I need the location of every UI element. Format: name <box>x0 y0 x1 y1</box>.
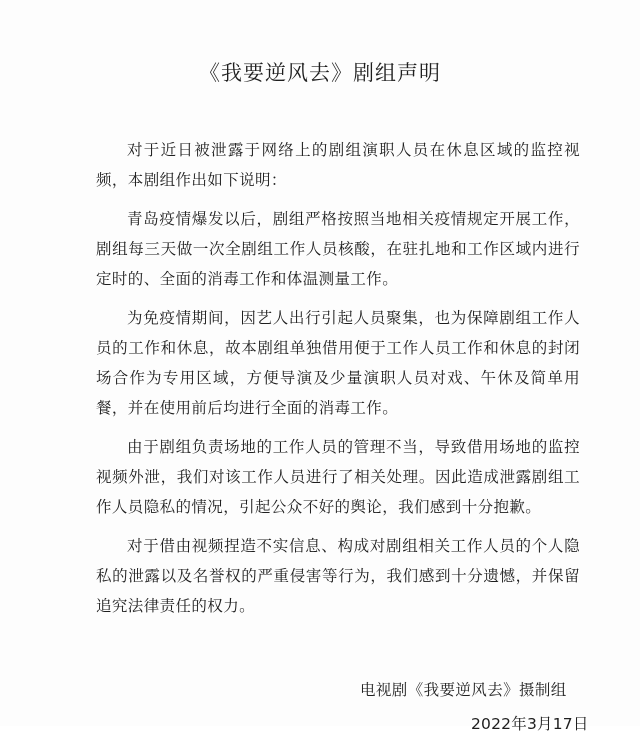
paragraph-private-area: 为免疫情期间，因艺人出行引起人员聚集，也为保障剧组工作人员的工作和休息，故本剧组单独借用便于工作人员工作和休息的封闭场合作为专用区域，方便导演及少量演职人员对戏、午休及简单用餐，并在使用前后均进行全面的消毒工作。 <box>96 309 580 417</box>
paragraph-apology: 由于剧组负责场地的工作人员的管理不当，导致借用场地的监控视频外泄，我们对该工作人员进行了相关处理。因此造成泄露剧组工作人员隐私的情况，引起公众不好的舆论，我们感到十分抱歉。 <box>96 438 580 516</box>
statement-body <box>96 135 580 630</box>
paragraph-epidemic-measures: 青岛疫情爆发以后，剧组严格按照当地相关疫情规定开展工作，剧组每三天做一次全剧组工作人员核酸，在驻扎地和工作区域内进行定时的、全面的消毒工作和体温测量工作。 <box>96 210 580 288</box>
statement-date: 2022年3月17日 <box>471 715 589 733</box>
signature: 电视剧《我要逆风去》摄制组 <box>360 681 567 699</box>
document-title: 《我要逆风去》剧组声明 <box>199 61 441 85</box>
paragraph-legal-rights: 对于借由视频捏造不实信息、构成对剧组相关工作人员的个人隐私的泄露以及名誉权的严重侵害等行为，我们感到十分遗憾，并保留追究法律责任的权力。 <box>96 537 580 615</box>
paragraph-intro: 对于近日被泄露于网络上的剧组演职人员在休息区域的监控视频，本剧组作出如下说明： <box>96 141 580 189</box>
